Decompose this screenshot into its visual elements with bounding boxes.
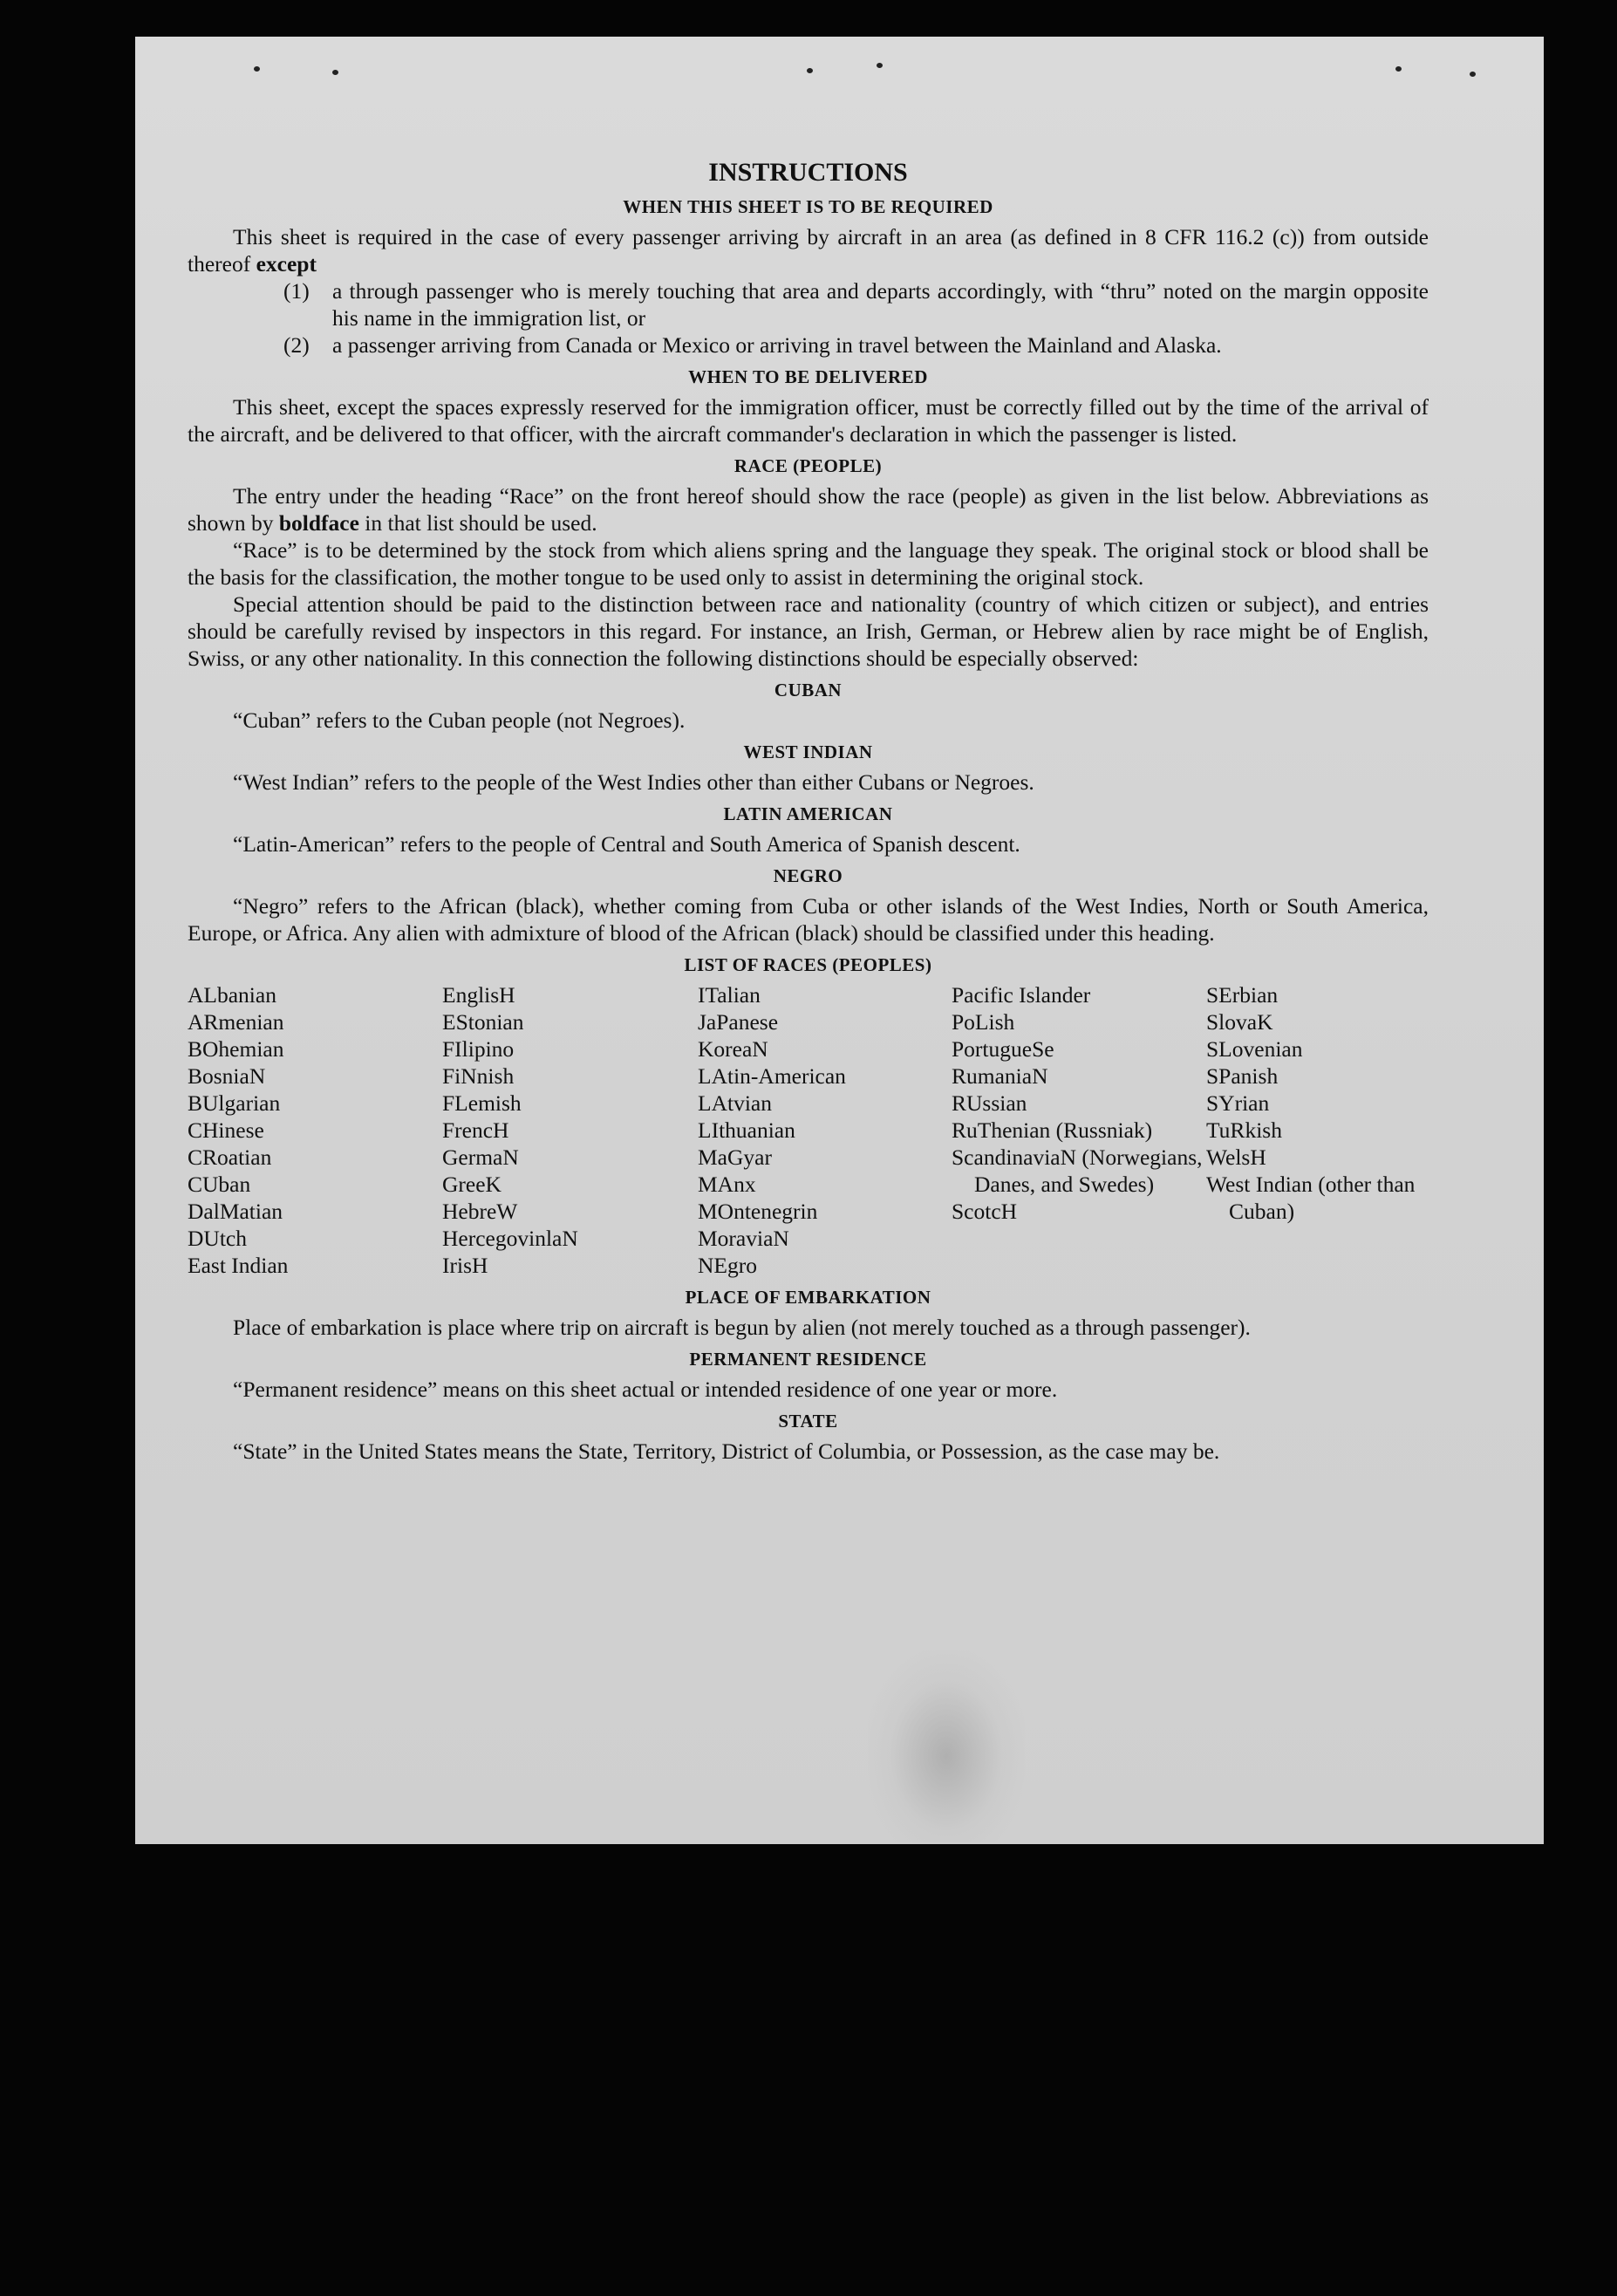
races-column	[952, 981, 1206, 1279]
race-paragraph: The entry under the heading “Race” on the front hereof should show the race (people) as given in the list below. Abbreviations as shown by boldface in that list should be used.	[188, 483, 1429, 536]
races-column	[188, 981, 442, 1279]
speck-mark	[1395, 66, 1402, 72]
race-entry: TuRkish	[1206, 1117, 1282, 1143]
race-entry: SErbian	[1206, 982, 1279, 1008]
race-paragraph: Special attention should be paid to the distinction between race and nationality (country of which citizen or subject), and entries should be carefully revised by inspectors in this regard. For instance, an Irish, German, or Hebrew alien by race might be of English, Swiss, or any other nationality. In this connection the following distinctions should be especially observed:	[188, 591, 1429, 671]
race-entry: BOhemian	[188, 1036, 284, 1062]
section-heading-when-required: WHEN THIS SHEET IS TO BE REQUIRED	[623, 196, 993, 217]
race-entry: FiNnish	[442, 1063, 515, 1089]
speck-mark	[1470, 72, 1476, 77]
race-entry: LIthuanian	[698, 1117, 795, 1143]
race-entry: IrisH	[442, 1253, 488, 1278]
race-entry: CRoatian	[188, 1145, 272, 1170]
race-entry: DalMatian	[188, 1199, 283, 1224]
speck-mark	[877, 63, 883, 68]
races-column	[442, 981, 698, 1279]
race-entry: ScotcH	[952, 1199, 1018, 1224]
race-entry: ScandinaviaN (Norwegians, Danes, and Swedes)	[952, 1145, 1203, 1197]
race-entry: PoLish	[952, 1009, 1015, 1035]
west-indian-text: “West Indian” refers to the people of the West Indies other than either Cubans or Negroes.	[233, 769, 1034, 795]
race-entry: SYrian	[1206, 1090, 1270, 1116]
races-list	[188, 981, 1429, 1279]
document-sheet	[135, 37, 1544, 1844]
section-heading-cuban: CUBAN	[774, 680, 843, 700]
race-entry: GreeK	[442, 1172, 501, 1197]
race-entry: ITalian	[698, 982, 761, 1008]
race-entry: NEgro	[698, 1253, 757, 1278]
speck-mark	[254, 66, 260, 72]
section-heading-embarkation: PLACE OF EMBARKATION	[685, 1287, 931, 1308]
race-entry: HercegovinlaN	[442, 1226, 578, 1251]
race-entry: MAnx	[698, 1172, 756, 1197]
race-entry: EStonian	[442, 1009, 524, 1035]
race-entry: CUban	[188, 1172, 251, 1197]
race-entry: FLemish	[442, 1090, 522, 1116]
speck-mark	[332, 70, 338, 75]
race-entry: CHinese	[188, 1117, 264, 1143]
race-entry: RuThenian (Russniak)	[952, 1117, 1153, 1143]
race-entry: ALbanian	[188, 982, 276, 1008]
race-entry: MOntenegrin	[698, 1199, 818, 1224]
section-heading-state: STATE	[778, 1411, 838, 1432]
race-entry: EnglisH	[442, 982, 515, 1008]
section-heading-when-delivered: WHEN TO BE DELIVERED	[688, 366, 928, 387]
race-paragraph: “Race” is to be determined by the stock from which aliens spring and the language they speak. The original stock or blood shall be the basis for the classification, the mother tongue to be used only to assist in determining the original stock.	[188, 537, 1429, 590]
race-entry: West Indian (other than Cuban)	[1206, 1172, 1416, 1224]
race-entry: LAtvian	[698, 1090, 772, 1116]
section-heading-race: RACE (PEOPLE)	[733, 455, 883, 476]
race-entry: East Indian	[188, 1253, 289, 1278]
race-entry: JaPanese	[698, 1009, 779, 1035]
race-entry: FrencH	[442, 1117, 509, 1143]
race-entry: RUssian	[952, 1090, 1027, 1116]
page-title: INSTRUCTIONS	[708, 158, 908, 187]
race-entry: SLovenian	[1206, 1036, 1303, 1062]
race-entry: DUtch	[188, 1226, 247, 1251]
race-entry: WelsH	[1206, 1145, 1266, 1170]
cuban-text: “Cuban” refers to the Cuban people (not Negroes).	[233, 707, 686, 733]
section-heading-negro: NEGRO	[773, 865, 843, 886]
section-heading-latin-american: LATIN AMERICAN	[723, 803, 893, 824]
section-heading-west-indian: WEST INDIAN	[743, 741, 873, 762]
speck-mark	[807, 68, 813, 73]
permanent-residence-text: “Permanent residence” means on this sheet actual or intended residence of one year or more.	[233, 1377, 1058, 1402]
section-heading-list-of-races: LIST OF RACES (PEOPLES)	[684, 954, 932, 975]
race-entry: SPanish	[1206, 1063, 1279, 1089]
section-heading-permanent-residence: PERMANENT RESIDENCE	[689, 1349, 927, 1370]
race-entry: KoreaN	[698, 1036, 768, 1062]
race-entry: BosniaN	[188, 1063, 266, 1089]
negro-text: “Negro” refers to the African (black), whether coming from Cuba or other islands of the West Indies, North or South America, Europe, or Africa. Any alien with admixture of blood of the African (black) should be classified under this heading.	[188, 893, 1429, 946]
race-entry: GermaN	[442, 1145, 519, 1170]
race-entry: BUlgarian	[188, 1090, 281, 1116]
race-entry: RumaniaN	[952, 1063, 1048, 1089]
race-entry: ARmenian	[188, 1009, 284, 1035]
race-entry: PortugueSe	[952, 1036, 1054, 1062]
instructions-body	[188, 157, 1429, 1465]
race-entry: LAtin-American	[698, 1063, 846, 1089]
race-entry: SlovaK	[1206, 1009, 1273, 1035]
exception-item: (1) a through passenger who is merely touching that area and departs accordingly, with “thru” noted on the margin opposite his name in the immigration list, or	[283, 278, 1429, 331]
latin-american-text: “Latin-American” refers to the people of Central and South America of Spanish descent.	[233, 831, 1020, 857]
when-delivered-text: This sheet, except the spaces expressly reserved for the immigration officer, must be correctly filled out by the time of the arrival of the aircraft, and be delivered to that officer, with the aircraft commander's declaration in which the passenger is listed.	[188, 394, 1429, 447]
tape-stain	[868, 1650, 1025, 1842]
race-entry: FIlipino	[442, 1036, 515, 1062]
when-required-intro: This sheet is required in the case of every passenger arriving by aircraft in an area (as defined in 8 CFR 116.2 (c)) from outside thereof except	[188, 224, 1429, 277]
races-column	[1206, 981, 1429, 1279]
races-column	[698, 981, 952, 1279]
race-entry: MoraviaN	[698, 1226, 789, 1251]
state-text: “State” in the United States means the State, Territory, District of Columbia, or Possession, as the case may be.	[233, 1438, 1220, 1464]
race-entry: MaGyar	[698, 1145, 772, 1170]
embarkation-text: Place of embarkation is place where trip on aircraft is begun by alien (not merely touched as a through passenger).	[233, 1315, 1251, 1340]
race-entry: Pacific Islander	[952, 982, 1091, 1008]
race-entry: HebreW	[442, 1199, 518, 1224]
exception-item: (2) a passenger arriving from Canada or Mexico or arriving in travel between the Mainland and Alaska.	[283, 332, 1222, 358]
